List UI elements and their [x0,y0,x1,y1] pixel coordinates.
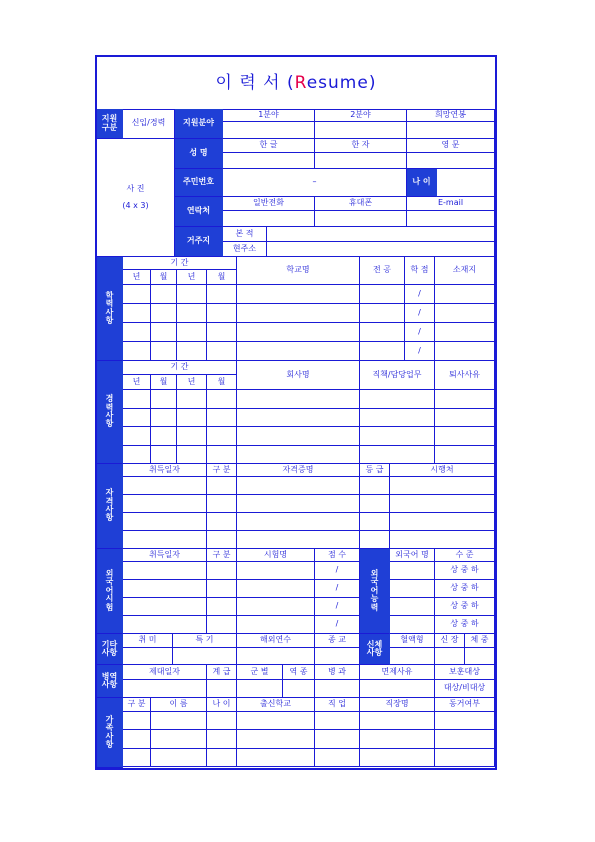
input-cell[interactable] [207,409,237,428]
military-veteran_opt: 대상/비대상 [435,680,495,698]
family-school: 출신학교 [237,698,315,712]
basic-field2: 2분야 [315,109,407,122]
career-label: 경 력 사 항 [97,361,123,464]
military-discharge: 제대일자 [123,665,207,680]
input-cell[interactable] [123,580,207,598]
military-label: 병역 사항 [97,665,123,698]
input-cell[interactable] [237,749,315,767]
basic-rrn_label: 주민번호 [175,169,223,197]
input-cell[interactable] [123,446,151,465]
photo-box: 사 진 (4 x 3) [97,139,175,257]
input-cell[interactable] [151,427,177,446]
input-cell[interactable] [237,730,315,748]
input-cell[interactable] [151,749,207,767]
input-cell[interactable] [207,323,237,342]
lang-levels: 상 중 하 [435,580,495,598]
input-cell[interactable] [360,304,405,323]
input-cell[interactable] [435,409,495,428]
etc-hobby: 취 미 [123,634,173,648]
input-cell[interactable] [123,495,207,513]
input-cell[interactable] [237,323,360,342]
input-cell[interactable] [360,446,435,465]
military-branch: 군 별 [237,665,283,680]
lang-slash: / [315,562,360,580]
input-cell[interactable] [151,390,177,409]
input-cell[interactable] [207,495,237,513]
basic-english: 영 문 [407,139,495,153]
family-job: 직 업 [315,698,360,712]
input-cell[interactable] [283,680,315,698]
input-cell[interactable] [207,749,237,767]
input-cell[interactable] [435,390,495,409]
basic-name_label: 성 명 [175,139,223,169]
input-cell[interactable] [177,409,207,428]
input-cell[interactable] [390,477,495,495]
input-cell[interactable] [315,730,360,748]
basic-mobile: 휴대폰 [315,197,407,211]
input-cell[interactable] [173,648,237,665]
input-cell[interactable] [390,580,435,598]
lang-score: 점 수 [315,549,360,562]
input-cell[interactable] [207,390,237,409]
input-cell[interactable] [177,427,207,446]
input-cell[interactable] [390,513,495,531]
input-cell[interactable] [177,446,207,465]
education-slash: / [405,342,435,361]
input-cell[interactable] [223,122,315,139]
basic-field1: 1분야 [223,109,315,122]
input-cell[interactable] [390,531,495,549]
input-cell[interactable] [435,342,495,361]
input-cell[interactable] [123,323,151,342]
military-exempt: 면제사유 [360,665,435,680]
input-cell[interactable] [360,680,435,698]
basic-email: E-mail [407,197,495,211]
family-relation: 구 분 [123,698,151,712]
military-arm: 병 과 [315,665,360,680]
input-cell[interactable] [207,477,237,495]
license-issuer: 시행처 [390,464,495,477]
input-cell[interactable] [207,304,237,323]
input-cell[interactable] [151,342,177,361]
input-cell[interactable] [207,446,237,465]
input-cell[interactable] [237,513,360,531]
input-cell[interactable] [123,531,207,549]
license-kind: 구 분 [207,464,237,477]
lang-slash: / [315,598,360,616]
input-cell[interactable] [360,427,435,446]
input-cell[interactable] [360,730,435,748]
input-cell[interactable] [207,580,237,598]
input-cell[interactable] [407,153,495,169]
input-cell[interactable] [207,680,237,698]
input-cell[interactable] [123,712,151,730]
input-cell[interactable] [435,304,495,323]
education-location: 소재지 [435,257,495,285]
form-grid [97,109,495,768]
input-cell[interactable] [390,495,495,513]
input-cell[interactable] [390,648,435,665]
input-cell[interactable] [151,323,177,342]
input-cell[interactable] [360,531,390,549]
input-cell[interactable] [207,513,237,531]
input-cell[interactable] [360,495,390,513]
education-month: 월 [151,270,177,285]
input-cell[interactable] [315,122,407,139]
input-cell[interactable] [123,616,207,634]
basic-age_label: 나 이 [407,169,437,197]
education-year: 년 [177,270,207,285]
input-cell[interactable] [315,680,360,698]
input-cell[interactable] [237,390,360,409]
etc-skill: 특 기 [173,634,237,648]
input-cell[interactable] [435,323,495,342]
input-cell[interactable] [315,749,360,767]
input-cell[interactable] [407,122,495,139]
lang-test: 시험명 [237,549,315,562]
education-slash: / [405,285,435,304]
input-cell[interactable] [237,648,315,665]
family-age: 나 이 [207,698,237,712]
input-cell[interactable] [177,323,207,342]
etc-religion: 종 교 [315,634,360,648]
input-cell[interactable] [435,712,495,730]
input-cell[interactable] [207,562,237,580]
education-label: 학 력 사 항 [97,257,123,361]
etc-blood: 혈액형 [390,634,435,648]
input-cell[interactable] [237,446,360,465]
input-cell[interactable] [123,562,207,580]
input-cell[interactable] [123,304,151,323]
input-cell[interactable] [237,616,315,634]
basic-hanja: 한 자 [315,139,407,153]
input-cell[interactable] [390,616,435,634]
license-cert: 자격증명 [237,464,360,477]
input-cell[interactable] [123,598,207,616]
etc-abroad: 해외연수 [237,634,315,648]
input-cell[interactable] [151,446,177,465]
input-cell[interactable] [360,712,435,730]
military-rank: 계 급 [207,665,237,680]
input-cell[interactable] [465,648,495,665]
input-cell[interactable] [177,304,207,323]
input-cell[interactable] [123,513,207,531]
input-cell[interactable] [435,749,495,767]
input-cell[interactable] [237,304,360,323]
education-grade: 학 점 [405,257,435,285]
input-cell[interactable] [151,409,177,428]
input-cell[interactable] [315,211,407,227]
input-cell[interactable] [207,285,237,304]
input-cell[interactable] [123,648,173,665]
input-cell[interactable] [237,562,315,580]
lang-level: 수 준 [435,549,495,562]
input-cell[interactable] [123,730,151,748]
input-cell[interactable] [207,531,237,549]
input-cell[interactable] [435,730,495,748]
education-major: 전 공 [360,257,405,285]
input-cell[interactable] [435,285,495,304]
basic-address_label: 거주지 [175,227,223,257]
lang-ability_label: 외 국 어 능 력 [360,549,390,634]
input-cell[interactable] [360,285,405,304]
education-period: 기 간 [123,257,237,270]
basic-home_phone: 일반전화 [223,197,315,211]
lang-slash: / [315,616,360,634]
input-cell[interactable] [237,477,360,495]
basic-current: 현주소 [223,242,267,257]
input-cell[interactable] [435,427,495,446]
career-month: 월 [207,375,237,390]
input-cell[interactable] [237,580,315,598]
input-cell[interactable] [151,730,207,748]
basic-salary: 희망연봉 [407,109,495,122]
form-title: 이 력 서 (Resume) [97,57,495,110]
input-cell[interactable] [207,427,237,446]
input-cell[interactable] [123,409,151,428]
input-cell[interactable] [151,285,177,304]
input-cell[interactable] [360,749,435,767]
family-living: 동거여부 [435,698,495,712]
license-label: 자 격 사 항 [97,464,123,549]
input-cell[interactable] [223,211,315,227]
input-cell[interactable] [123,427,151,446]
lang-slash: / [315,580,360,598]
input-cell[interactable] [360,342,405,361]
basic-hangul: 한 글 [223,139,315,153]
input-cell[interactable] [237,285,360,304]
military-type: 역 종 [283,665,315,680]
education-month: 월 [207,270,237,285]
input-cell[interactable] [437,169,495,197]
input-cell[interactable] [177,285,207,304]
input-cell[interactable] [207,598,237,616]
input-cell[interactable] [237,531,360,549]
lang-language: 외국어 명 [390,549,435,562]
basic-field_label: 지원분야 [175,109,223,139]
basic-contact_label: 연락처 [175,197,223,227]
family-name: 이 름 [151,698,207,712]
career-position: 직책/담당업무 [360,361,435,390]
input-cell[interactable] [360,513,390,531]
career-period: 기 간 [123,361,237,375]
input-cell[interactable] [267,242,495,257]
lang-kind: 구 분 [207,549,237,562]
input-cell[interactable] [237,680,283,698]
input-cell[interactable] [207,712,237,730]
input-cell[interactable] [151,712,207,730]
input-cell[interactable] [207,730,237,748]
input-cell[interactable] [237,342,360,361]
resume-form [95,55,497,770]
education-slash: / [405,304,435,323]
input-cell[interactable] [123,749,151,767]
input-cell[interactable] [390,562,435,580]
input-cell[interactable] [237,427,360,446]
basic-registered: 본 적 [223,227,267,242]
input-cell[interactable] [237,409,360,428]
etc-height: 신 장 [435,634,465,648]
basic-applicant_label: 지원 구분 [97,109,123,139]
lang-levels: 상 중 하 [435,616,495,634]
input-cell[interactable] [390,598,435,616]
license-date: 취득일자 [123,464,207,477]
input-cell[interactable] [435,648,465,665]
input-cell[interactable] [315,648,360,665]
input-cell[interactable] [360,477,390,495]
input-cell[interactable] [223,153,315,169]
input-cell[interactable] [123,477,207,495]
basic-new_career: 신입/경력 [123,109,175,139]
input-cell[interactable] [237,598,315,616]
family-label: 가 족 사 항 [97,698,123,768]
input-cell[interactable] [360,390,435,409]
input-cell[interactable] [435,446,495,465]
input-cell[interactable] [151,304,177,323]
license-level: 등 급 [360,464,390,477]
lang-levels: 상 중 하 [435,562,495,580]
education-year: 년 [123,270,151,285]
input-cell[interactable] [207,616,237,634]
input-cell[interactable] [123,342,151,361]
input-cell[interactable] [360,409,435,428]
input-cell[interactable] [177,390,207,409]
rrn-field: – [223,169,407,197]
input-cell[interactable] [177,342,207,361]
military-veteran: 보훈대상 [435,665,495,680]
career-reason: 퇴사사유 [435,361,495,390]
lang-date: 취득일자 [123,549,207,562]
education-slash: / [405,323,435,342]
input-cell[interactable] [407,211,495,227]
input-cell[interactable] [123,285,151,304]
input-cell[interactable] [315,153,407,169]
input-cell[interactable] [315,712,360,730]
etc-label: 기타 사항 [97,634,123,665]
etc-body_label: 신체 사항 [360,634,390,665]
input-cell[interactable] [123,680,207,698]
input-cell[interactable] [267,227,495,242]
career-year: 년 [177,375,207,390]
input-cell[interactable] [237,495,360,513]
input-cell[interactable] [237,712,315,730]
career-year: 년 [123,375,151,390]
input-cell[interactable] [360,323,405,342]
input-cell[interactable] [207,342,237,361]
etc-weight: 체 중 [465,634,495,648]
lang-label: 외 국 어 시 험 [97,549,123,634]
career-company: 회사명 [237,361,360,390]
input-cell[interactable] [123,390,151,409]
family-workplace: 직장명 [360,698,435,712]
lang-levels: 상 중 하 [435,598,495,616]
education-school: 학교명 [237,257,360,285]
career-month: 월 [151,375,177,390]
